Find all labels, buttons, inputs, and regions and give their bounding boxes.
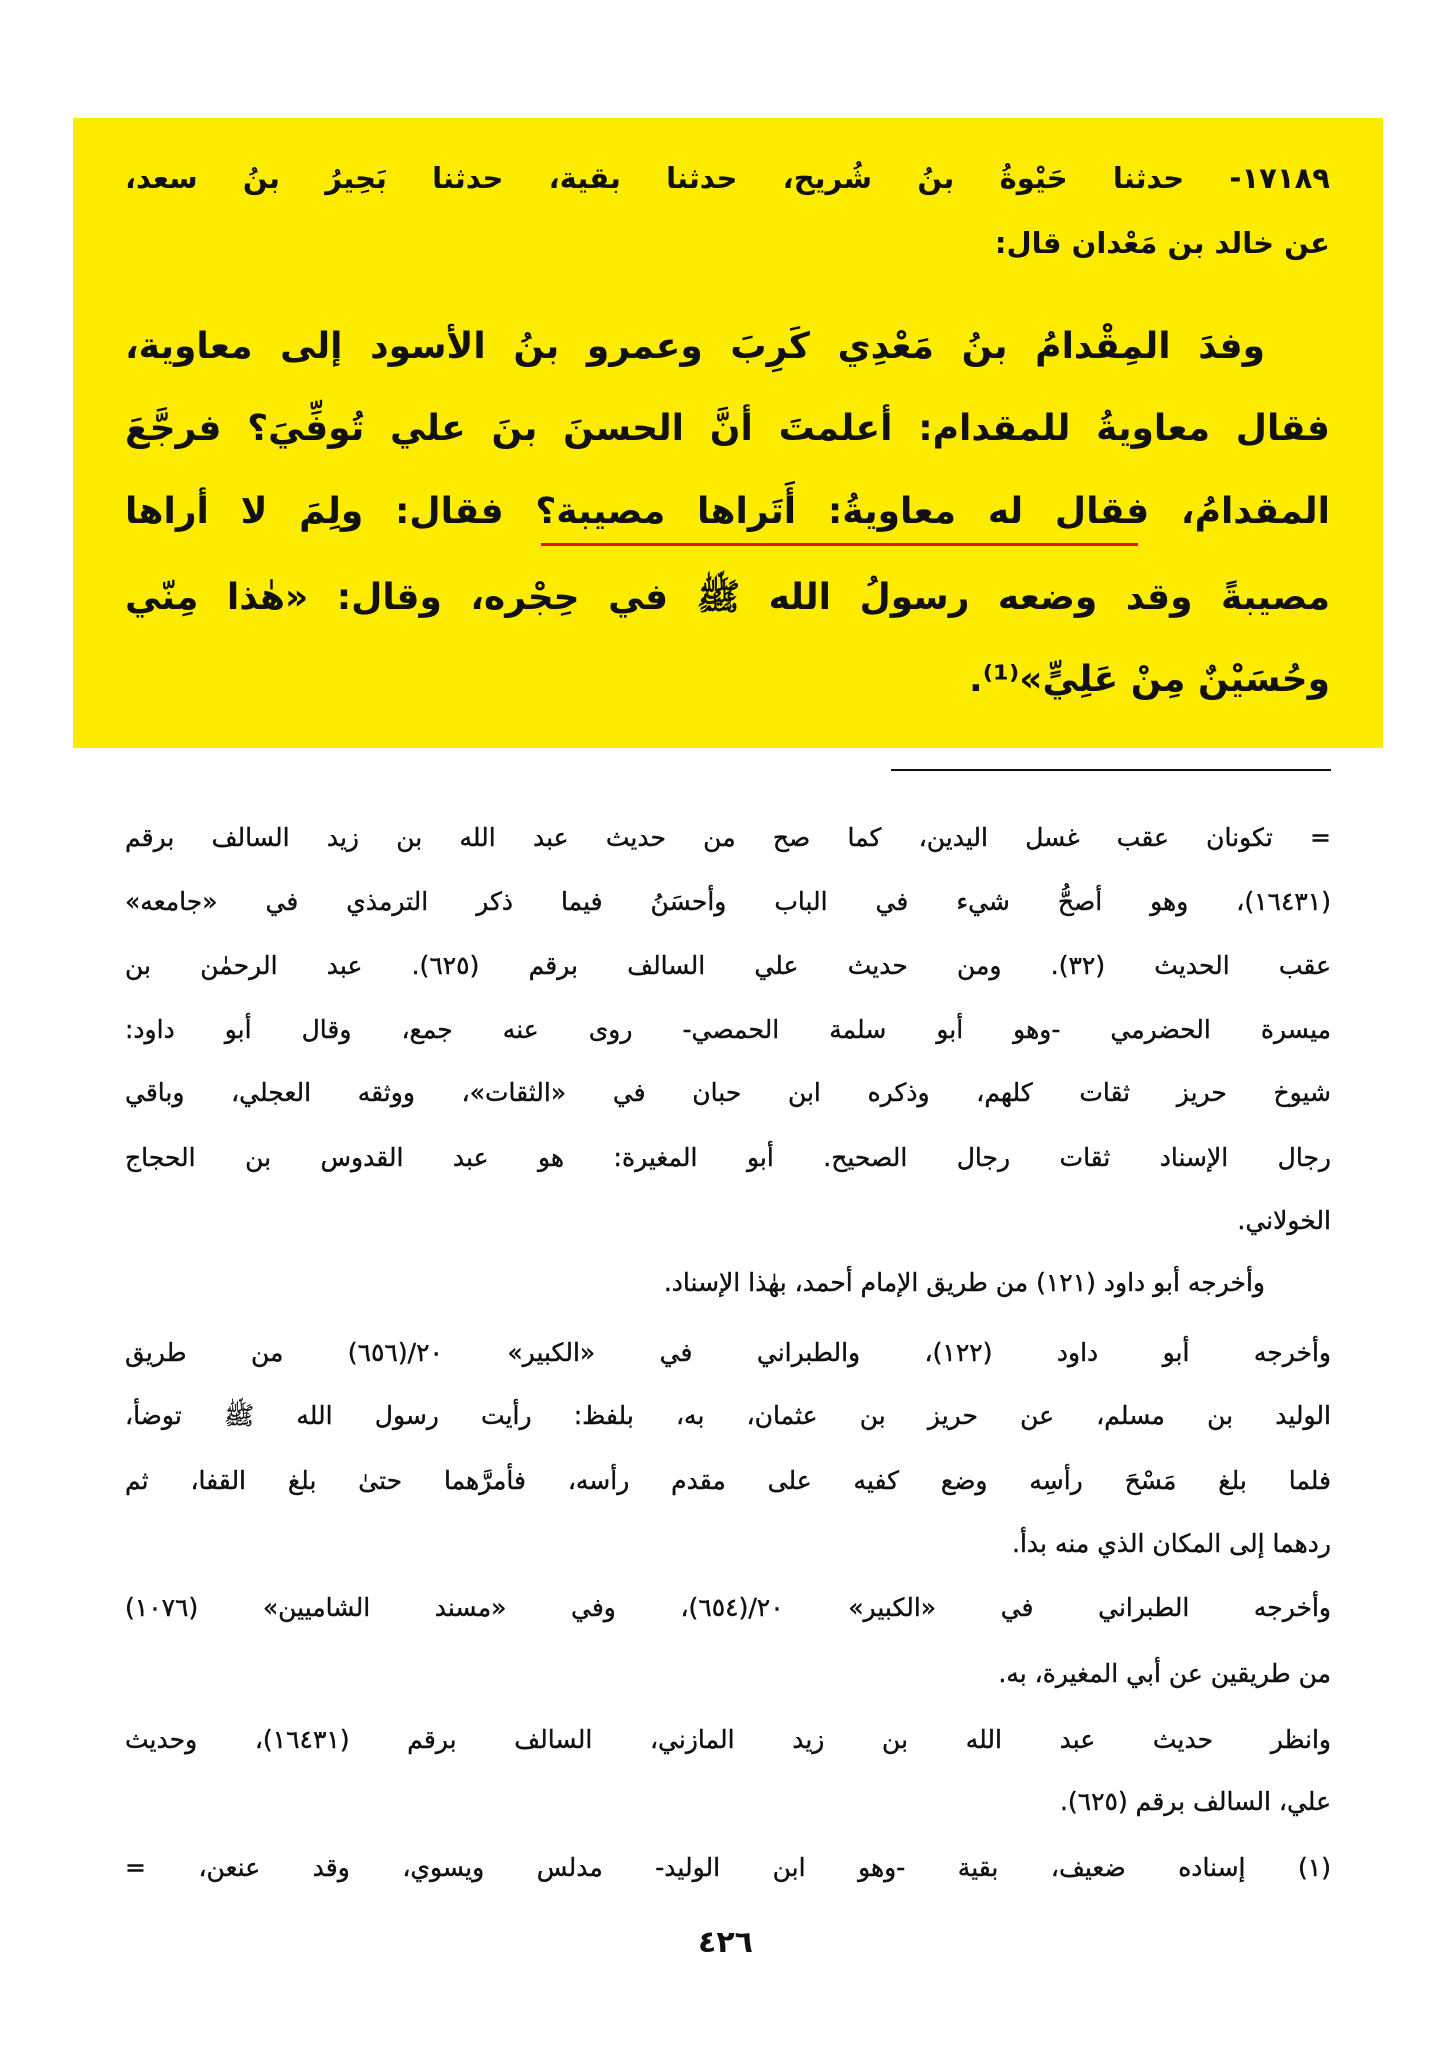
footnote-line: (١) إسناده ضعيف، بقية -وهو ابن الوليد- مدلس ويسوي، وقد عنعن، = [125,1853,1331,1882]
footnote-line: ميسرة الحضرمي -وهو أبو سلمة الحمصي- روى عنه جمع، وقال أبو داود: [125,1015,1331,1044]
footnote-line: من طريقين عن أبي المغيرة، به. [998,1659,1331,1688]
footnote-line: وانظر حديث عبد الله بن زيد المازني، السالف برقم (١٦٤٣١)، وحديث [125,1725,1331,1754]
footnote-line: علي، السالف برقم (٦٢٥). [1059,1787,1331,1816]
footnote-line: وأخرجه أبو داود (١٢٢)، والطبراني في «الكبير» ٢٠/(٦٥٦) من طريق [125,1338,1331,1367]
footnote-line: وأخرجه الطبراني في «الكبير» ٢٠/(٦٥٤)، وفي «مسند الشاميين» (١٠٧٦) [125,1593,1331,1622]
footnote-line: (١٦٤٣١)، وهو أصحُّ شيء في الباب وأحسَنُ فيما ذكر الترمذي في «جامعه» [125,887,1331,916]
hadith-line: ١٧١٨٩- حدثنا حَيْوةُ بنُ شُريح، حدثنا بقية، حدثنا بَحِيرُ بنُ سعد، [125,161,1330,195]
footnote-separator [891,769,1331,771]
footnote-line: = تكونان عقب غسل اليدين، كما صح من حديث عبد الله بن زيد السالف برقم [125,823,1331,852]
hadith-line: وفدَ المِقْدامُ بنُ مَعْدِي كَرِبَ وعمرو بنُ الأسود إلى معاوية، [125,326,1265,367]
hadith-line: عن خالد بن مَعْدان قال: [994,226,1330,260]
footnote-line: شيوخ حريز ثقات كلهم، وذكره ابن حبان في «الثقات»، ووثقه العجلي، وباقي [125,1078,1331,1107]
hadith-line: وحُسَيْنٌ مِنْ عَلِيٍّ»⁽¹⁾. [969,659,1330,700]
footnote-line: وأخرجه أبو داود (١٢١) من طريق الإمام أحمد، بهٰذا الإسناد. [663,1268,1265,1297]
footnote-line: رجال الإسناد ثقات رجال الصحيح. أبو المغيرة: هو عبد القدوس بن الحجاج [125,1143,1331,1172]
page-number: ٤٢٦ [698,1925,753,1960]
footnote-line: عقب الحديث (٣٢). ومن حديث علي السالف برقم (٦٢٥). عبد الرحمٰن بن [125,951,1331,980]
hadith-line: مصيبةً وقد وضعه رسولُ الله ﷺ في حِجْره، وقال: «هٰذا مِنّي [125,577,1330,618]
hadith-line: المقدامُ، فقال له معاويةُ: أَتَراها مصيبة؟ فقال: ولِمَ لا أراها [125,491,1330,532]
footnote-line: الخولاني. [1237,1206,1331,1235]
footnote-line: فلما بلغ مَسْحَ رأسِه وضع كفيه على مقدم رأسه، فأمرَّهما حتىٰ بلغ القفا، ثم [125,1466,1331,1495]
hadith-line: فقال معاويةُ للمقدام: أعلمتَ أنَّ الحسنَ بنَ علي تُوفِّيَ؟ فرجَّعَ [125,408,1330,449]
footnote-line: ردهما إلى المكان الذي منه بدأ. [1012,1529,1331,1558]
footnote-line: الوليد بن مسلم، عن حريز بن عثمان، به، بلفظ: رأيت رسول الله ﷺ توضأ، [125,1401,1331,1430]
red-underline [541,543,1138,546]
